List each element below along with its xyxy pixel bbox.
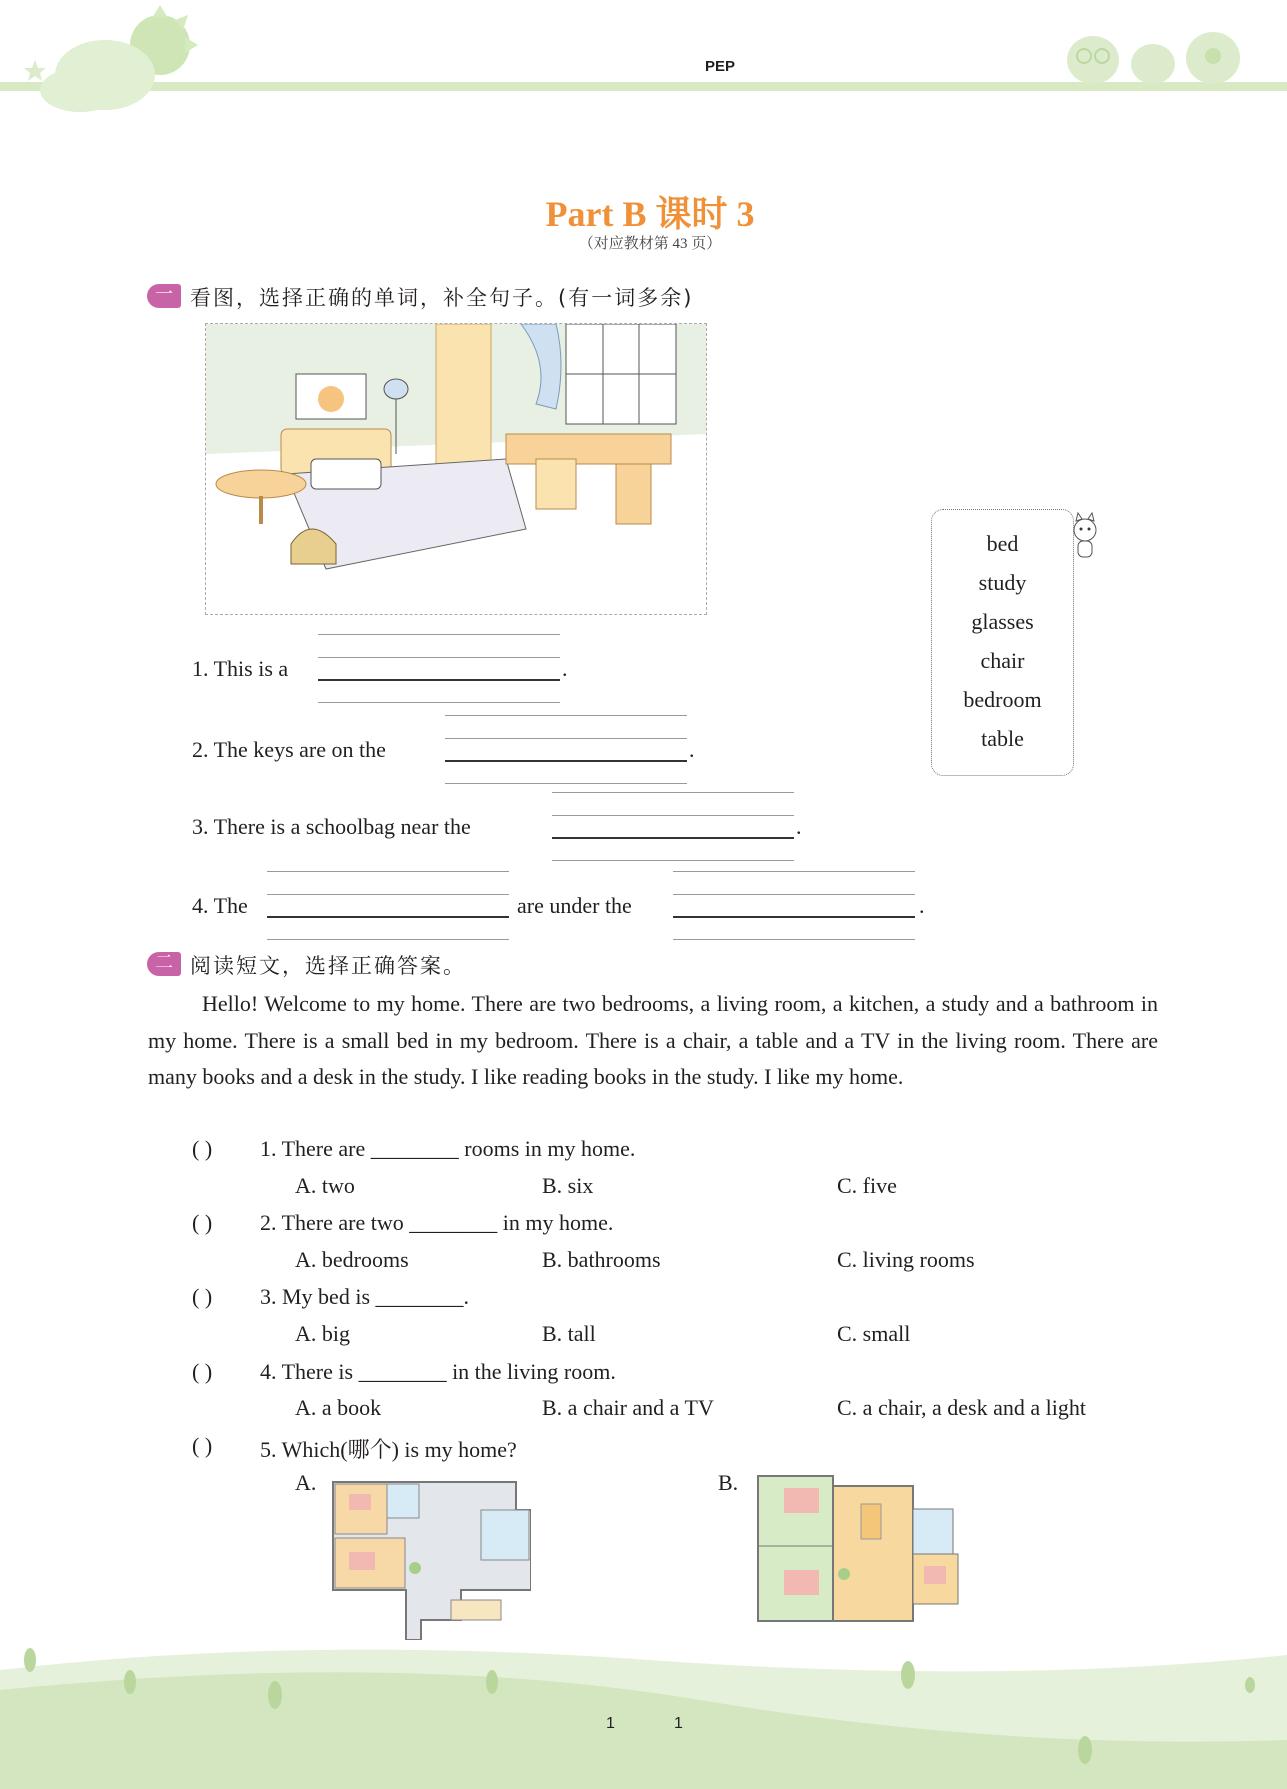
sentence-1	[192, 656, 288, 682]
option-c: C. living rooms	[837, 1247, 975, 1272]
cat-mascot-icon	[1065, 505, 1105, 565]
option-b: B. a chair and a TV	[542, 1395, 714, 1420]
option-c: C. five	[837, 1173, 897, 1198]
option-b: B. tall	[542, 1321, 596, 1346]
sentence-2	[192, 737, 386, 763]
answer-paren[interactable]: ( )	[192, 1359, 213, 1384]
word-bank-item: chair	[980, 648, 1025, 673]
word-bank-item: study	[978, 570, 1027, 595]
answer-blank-2[interactable]	[445, 715, 687, 785]
question-text: 2. There are two ________ in my home.	[260, 1210, 614, 1235]
answer-paren[interactable]: ( )	[192, 1433, 213, 1458]
series-label: PEP	[705, 58, 736, 75]
option-a: A. two	[295, 1173, 355, 1198]
answer-blank-4b[interactable]	[673, 871, 915, 941]
sentence-period: .	[689, 737, 695, 762]
animal-characters-decoration	[1058, 22, 1248, 87]
word-bank	[931, 509, 1074, 776]
option-a: A. a book	[295, 1395, 382, 1420]
sentence-text: 2. The keys are on the	[192, 737, 386, 762]
answer-blank-3[interactable]	[552, 792, 794, 862]
reading-passage: Hello! Welcome to my home. There are two bedrooms, a living room, a kitchen, a study and a bathroom in my home. There is a small bed in my bedroom. There is a chair, a table and a TV in the living room. There are many books and a desk in the study. I like reading books in the study. I like my home.	[148, 991, 1158, 1090]
option-a: A. big	[295, 1321, 350, 1346]
page-subtitle: （对应教材第 43 页）	[578, 236, 722, 252]
bedroom-illustration	[205, 323, 707, 615]
question-text: 5. Which(哪个) is my home?	[260, 1437, 517, 1462]
question-text: 1. There are ________ rooms in my home.	[260, 1136, 636, 1161]
option-a: A.	[295, 1470, 317, 1495]
word-bank-item: bedroom	[963, 687, 1042, 712]
section-badge-2: 二	[147, 952, 181, 976]
green-hills-footer	[0, 1630, 1287, 1789]
sentence-text: 1. This is a	[192, 656, 289, 681]
answer-paren[interactable]: ( )	[192, 1136, 213, 1161]
sentence-period: .	[562, 656, 568, 681]
word-bank-item: glasses	[971, 609, 1034, 634]
sentence-text: 4. The	[192, 893, 248, 918]
sentence-text: 3. There is a schoolbag near the	[192, 814, 471, 839]
answer-blank-4a[interactable]	[267, 871, 509, 941]
floor-plan-a	[331, 1480, 531, 1640]
option-b: B. bathrooms	[542, 1247, 661, 1272]
sentence-period: .	[796, 814, 802, 839]
option-a: A. bedrooms	[295, 1247, 409, 1272]
page-title: Part B 课时 3	[545, 194, 755, 234]
option-b: B. six	[542, 1173, 594, 1198]
word-bank-item: bed	[986, 531, 1019, 556]
answer-paren[interactable]: ( )	[192, 1210, 213, 1235]
sentence-4	[192, 893, 248, 919]
sentence-text: are under the	[517, 893, 632, 918]
option-c: C. a chair, a desk and a light	[837, 1395, 1086, 1420]
sentence-3	[192, 814, 471, 840]
sentence-period: .	[919, 893, 925, 918]
floor-plan-b	[756, 1474, 961, 1624]
word-bank-item: table	[981, 726, 1024, 751]
question-text: 4. There is ________ in the living room.	[260, 1359, 616, 1384]
option-b: B.	[718, 1470, 739, 1495]
answer-paren[interactable]: ( )	[192, 1284, 213, 1309]
page-number-right: 1	[674, 1715, 683, 1732]
page-number-left: 1	[606, 1715, 615, 1732]
section-2-instruction: 阅读短文，选择正确答案。	[190, 954, 466, 978]
answer-blank-1[interactable]	[318, 634, 560, 704]
option-c: C. small	[837, 1321, 911, 1346]
question-text: 3. My bed is ________.	[260, 1284, 469, 1309]
section-1-instruction: 看图，选择正确的单词，补全句子。(有一词多余)	[190, 286, 694, 310]
sun-cloud-decoration	[20, 0, 210, 115]
section-badge-1: 一	[147, 284, 181, 308]
